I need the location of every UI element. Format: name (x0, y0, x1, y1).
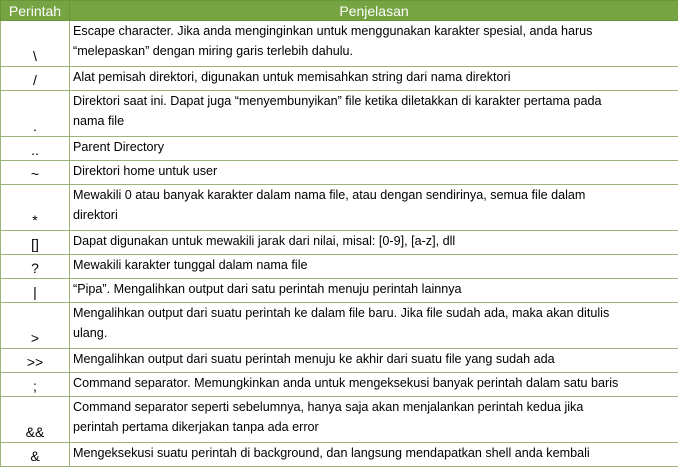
description-line: Alat pemisah direktori, digunakan untuk memisahkan string dari nama direktori (73, 67, 675, 88)
description-line: Parent Directory (73, 137, 675, 158)
description-line: Dapat digunakan untuk mewakili jarak dari nilai, misal: [0-9], [a-z], dll (73, 231, 675, 252)
command-cell: ~ (1, 161, 70, 185)
description-cell (70, 373, 678, 397)
command-cell: / (1, 67, 70, 91)
description-cell (70, 349, 678, 373)
command-cell: > (1, 303, 70, 349)
command-cell: | (1, 279, 70, 303)
header-row (1, 1, 678, 21)
description-line: Mengalihkan output dari suatu perintah ke dalam file baru. Jika file sudah ada, maka akan ditulis (73, 303, 675, 323)
table-row (1, 303, 678, 349)
description-line: Direktori home untuk user (73, 161, 675, 182)
description-line: ulang. (73, 323, 675, 343)
table-row (1, 373, 678, 397)
description-line: perintah pertama dikerjakan tanpa ada error (73, 417, 675, 437)
description-cell (70, 137, 678, 161)
description-line: “Pipa”. Mengalihkan output dari satu perintah menuju perintah lainnya (73, 279, 675, 300)
table-row (1, 349, 678, 373)
command-cell: >> (1, 349, 70, 373)
command-cell: & (1, 443, 70, 467)
table-header (1, 1, 678, 21)
command-cell: && (1, 397, 70, 443)
header-command: Perintah (1, 1, 70, 21)
table-row (1, 443, 678, 467)
description-cell (70, 255, 678, 279)
header-description: Penjelasan (70, 1, 678, 21)
description-cell (70, 161, 678, 185)
table-row (1, 185, 678, 231)
command-cell: . (1, 91, 70, 137)
description-line: Mengeksekusi suatu perintah di background, dan langsung mendapatkan shell anda kembali (73, 443, 675, 464)
table-row (1, 255, 678, 279)
description-line: Mewakili karakter tunggal dalam nama file (73, 255, 675, 276)
description-line: Escape character. Jika anda menginginkan untuk menggunakan karakter spesial, anda harus (73, 21, 675, 41)
description-cell (70, 91, 678, 137)
description-cell (70, 185, 678, 231)
description-line: Mengalihkan output dari suatu perintah menuju ke akhir dari suatu file yang sudah ada (73, 349, 675, 370)
description-line: Command separator. Memungkinkan anda untuk mengeksekusi banyak perintah dalam satu baris (73, 373, 675, 394)
command-cell: \ (1, 21, 70, 67)
command-cell: * (1, 185, 70, 231)
table-row (1, 279, 678, 303)
description-line: Direktori saat ini. Dapat juga “menyembunyikan” file ketika diletakkan di karakter pertama pada (73, 91, 675, 111)
description-cell (70, 279, 678, 303)
table-row (1, 21, 678, 67)
description-cell (70, 67, 678, 91)
description-line: Mewakili 0 atau banyak karakter dalam nama file, atau dengan sendirinya, semua file dalam (73, 185, 675, 205)
table-row (1, 231, 678, 255)
description-line: nama file (73, 111, 675, 131)
command-cell: ; (1, 373, 70, 397)
description-cell (70, 21, 678, 67)
command-cell: .. (1, 137, 70, 161)
description-cell (70, 443, 678, 467)
table-body (1, 21, 678, 467)
description-line: “melepaskan” dengan miring garis terlebih dahulu. (73, 41, 675, 61)
description-line: Command separator seperti sebelumnya, hanya saja akan menjalankan perintah kedua jika (73, 397, 675, 417)
description-cell (70, 303, 678, 349)
command-cell: ? (1, 255, 70, 279)
table-row (1, 161, 678, 185)
table-row (1, 91, 678, 137)
description-cell (70, 397, 678, 443)
table-row (1, 137, 678, 161)
command-cell: [] (1, 231, 70, 255)
description-line: direktori (73, 205, 675, 225)
description-cell (70, 231, 678, 255)
table-row (1, 67, 678, 91)
table-row (1, 397, 678, 443)
